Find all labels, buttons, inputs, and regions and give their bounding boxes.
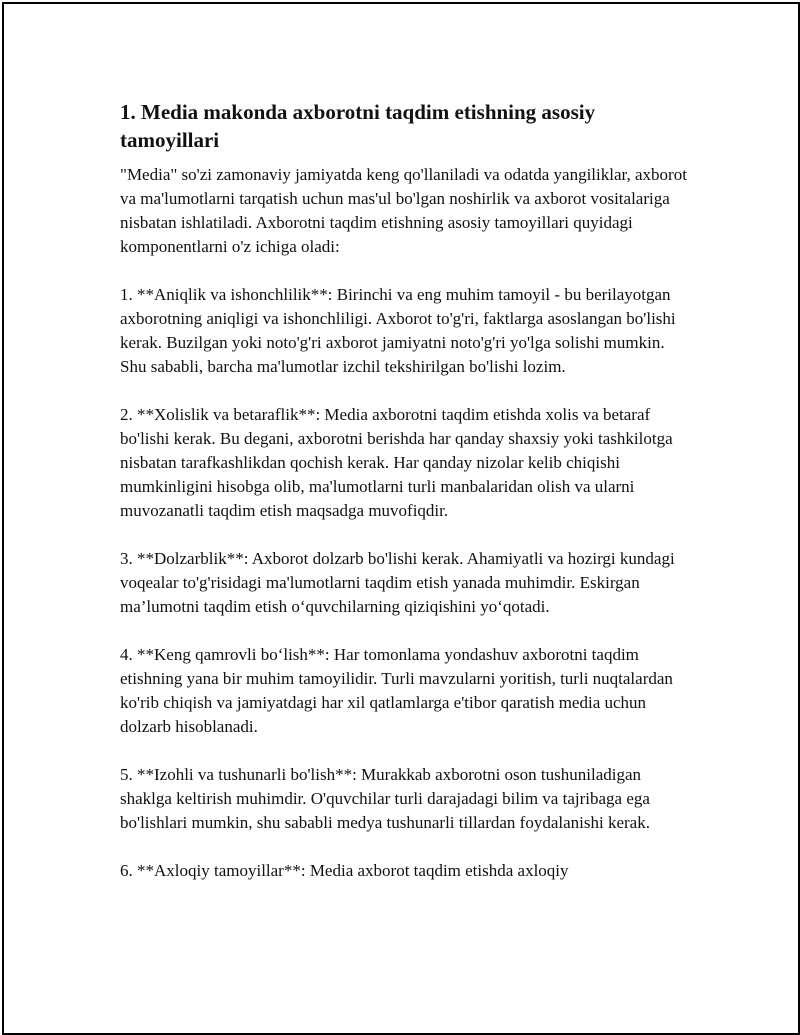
intro-paragraph: "Media" so'zi zamonaviy jamiyatda keng qo'llaniladi va odatda yangiliklar, axborot va ma'lumotlarni tarqatish uchun mas'ul bo'lgan noshirlik va axborot vositalariga nisbatan ishlatiladi. Axborotni taqdim etishning asosiy tamoyillari quyidagi komponentlarni o'z ichiga oladi: [120, 165, 687, 256]
principle-objectivity-paragraph: 2. **Xolislik va betaraflik**: Media axborotni taqdim etishda xolis va betaraf bo'lishi kerak. Bu degani, axborotni berishda har qanday shaxsiy yoki tashkilotga nisbatan tarafkashlikdan qochish kerak. Har qanday nizolar kelib chiqishi mumkinligini hisobga olib, ma'lumotlarni turli manbalaridan olish va ularni muvozanatli taqdim etish maqsadga muvofiqdir. [120, 405, 673, 520]
principle-relevance-paragraph: 3. **Dolzarblik**: Axborot dolzarb bo'lishi kerak. Ahamiyatli va hozirgi kundagi voqealar to'g'risidagi ma'lumotlarni taqdim etish yanada muhimdir. Eskirgan ma’lumotni taqdim etish o‘quvchilarning qiziqishini yo‘qotadi. [120, 549, 675, 616]
principle-comprehensive-paragraph: 4. **Keng qamrovli bo‘lish**: Har tomonlama yondashuv axborotni taqdim etishning yana bir muhim tamoyilidir. Turli mavzularni yoritish, turli nuqtalardan ko'rib chiqish va jamiyatdagi har xil qatlamlarga e'tibor qaratish media uchun dolzarb hisoblanadi. [120, 645, 673, 736]
document-body [120, 98, 690, 907]
principle-ethics-paragraph: 6. **Axloqiy tamoyillar**: Media axborot taqdim etishda axloqiy [120, 861, 569, 880]
document-title: 1. Media makonda axborotni taqdim etishning asosiy tamoyillari [120, 100, 596, 152]
page-frame [2, 2, 800, 1035]
principle-clarity-paragraph: 5. **Izohli va tushunarli bo'lish**: Murakkab axborotni oson tushuniladigan shaklga keltirish muhimdir. O'quvchilar turli darajadagi bilim va tajribaga ega bo'lishlari mumkin, shu sababli medya tushunarli tillardan foydalanishi kerak. [120, 765, 650, 832]
principle-accuracy-paragraph: 1. **Aniqlik va ishonchlilik**: Birinchi va eng muhim tamoyil - bu berilayotgan axborotning aniqligi va ishonchliligi. Axborot to'g'ri, faktlarga asoslangan bo'lishi kerak. Buzilgan yoki noto'g'ri axborot jamiyatni noto'g'ri yo'lga solishi mumkin. Shu sababli, barcha ma'lumotlar izchil tekshirilgan bo'lishi lozim. [120, 285, 676, 376]
